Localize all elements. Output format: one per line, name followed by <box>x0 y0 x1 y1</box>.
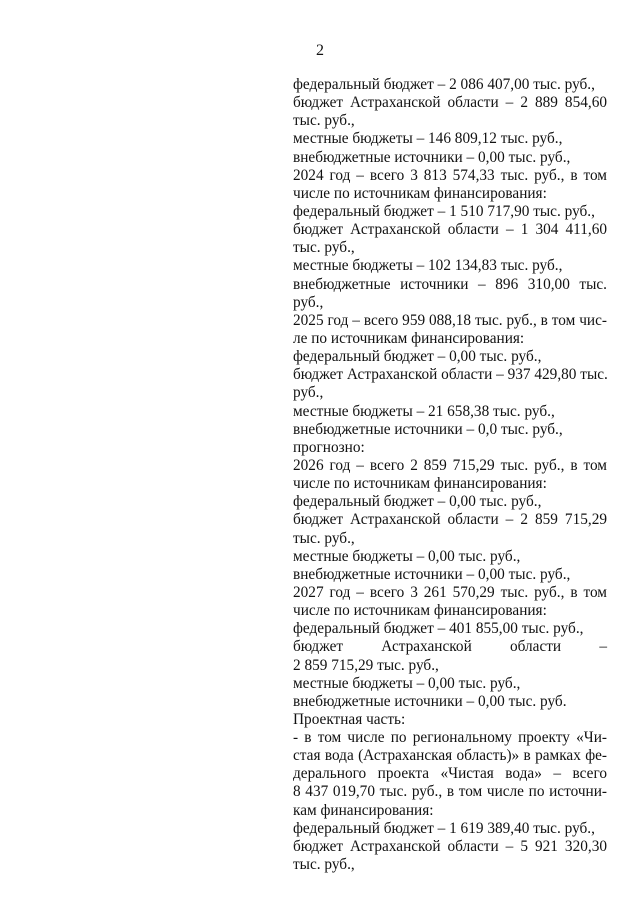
text-line: числе по источникам финансирования: <box>293 602 547 620</box>
text-line: федеральный бюджет – 401 855,00 тыс. руб., <box>293 620 584 638</box>
text-line: ле по источникам финансирования: <box>293 329 525 347</box>
text-line: тыс. руб., <box>293 856 355 874</box>
text-line: внебюджетные источники – 0,00 тыс. руб., <box>293 148 571 166</box>
text-line: местные бюджеты – 0,00 тыс. руб., <box>293 674 521 692</box>
document-body <box>293 76 607 874</box>
text-line: федеральный бюджет – 1 619 389,40 тыс. руб., <box>293 819 595 837</box>
text-line: внебюджетные источники – 0,0 тыс. руб., <box>293 420 563 438</box>
text-line: кам финансирования: <box>293 801 434 819</box>
text-line: внебюджетные источники – 0,00 тыс. руб. <box>293 692 567 710</box>
text-line: бюджет Астраханской области – 2 859 715,29 <box>293 511 607 529</box>
text-line: 2026 год – всего 2 859 715,29 тыс. руб., в том <box>293 456 607 474</box>
text-line: тыс. руб., <box>293 239 355 257</box>
text-line: числе по источникам финансирования: <box>293 475 547 493</box>
text-line: бюджет Астраханской области – 937 429,80 тыс. <box>293 366 608 384</box>
text-line: местные бюджеты – 102 134,83 тыс. руб., <box>293 257 563 275</box>
text-line: стая вода (Астраханская область)» в рамках фе- <box>293 747 607 765</box>
text-line: бюджет Астраханской области – 5 921 320,30 <box>293 837 607 855</box>
text-line: числе по источникам финансирования: <box>293 184 547 202</box>
text-line: федеральный бюджет – 0,00 тыс. руб., <box>293 493 542 511</box>
text-line: внебюджетные источники – 896 310,00 тыс. <box>293 275 607 293</box>
text-line: дерального проекта «Чистая вода» – всего <box>293 765 607 783</box>
text-line: внебюджетные источники – 0,00 тыс. руб., <box>293 565 571 583</box>
text-line: федеральный бюджет – 1 510 717,90 тыс. руб., <box>293 202 595 220</box>
text-line: местные бюджеты – 0,00 тыс. руб., <box>293 547 521 565</box>
text-line: 2 859 715,29 тыс. руб., <box>293 656 439 674</box>
text-line: бюджет Астраханской области – 2 889 854,60 <box>293 94 607 112</box>
text-line: прогнозно: <box>293 438 365 456</box>
text-line: 2025 год – всего 959 088,18 тыс. руб., в том чис- <box>293 311 607 329</box>
text-line: федеральный бюджет – 2 086 407,00 тыс. руб., <box>293 76 595 93</box>
text-line: федеральный бюджет – 0,00 тыс. руб., <box>293 348 542 366</box>
text-line: местные бюджеты – 21 658,38 тыс. руб., <box>293 402 555 420</box>
text-line: 2027 год – всего 3 261 570,29 тыс. руб., в том <box>293 583 607 601</box>
text-line: тыс. руб., <box>293 112 355 130</box>
text-line: 8 437 019,70 тыс. руб., в том числе по источни- <box>293 783 607 801</box>
text-line: - в том числе по региональному проекту «Чи- <box>293 729 607 747</box>
text-line: бюджет Астраханской области – <box>293 638 607 656</box>
text-line: руб., <box>293 384 324 402</box>
text-line: тыс. руб., <box>293 529 355 547</box>
text-line: руб., <box>293 293 324 311</box>
text-line: местные бюджеты – 146 809,12 тыс. руб., <box>293 130 563 148</box>
text-line: 2024 год – всего 3 813 574,33 тыс. руб., в том <box>293 166 607 184</box>
text-line: Проектная часть: <box>293 710 406 728</box>
text-line: бюджет Астраханской области – 1 304 411,60 <box>293 221 607 239</box>
page-number: 2 <box>316 42 324 59</box>
